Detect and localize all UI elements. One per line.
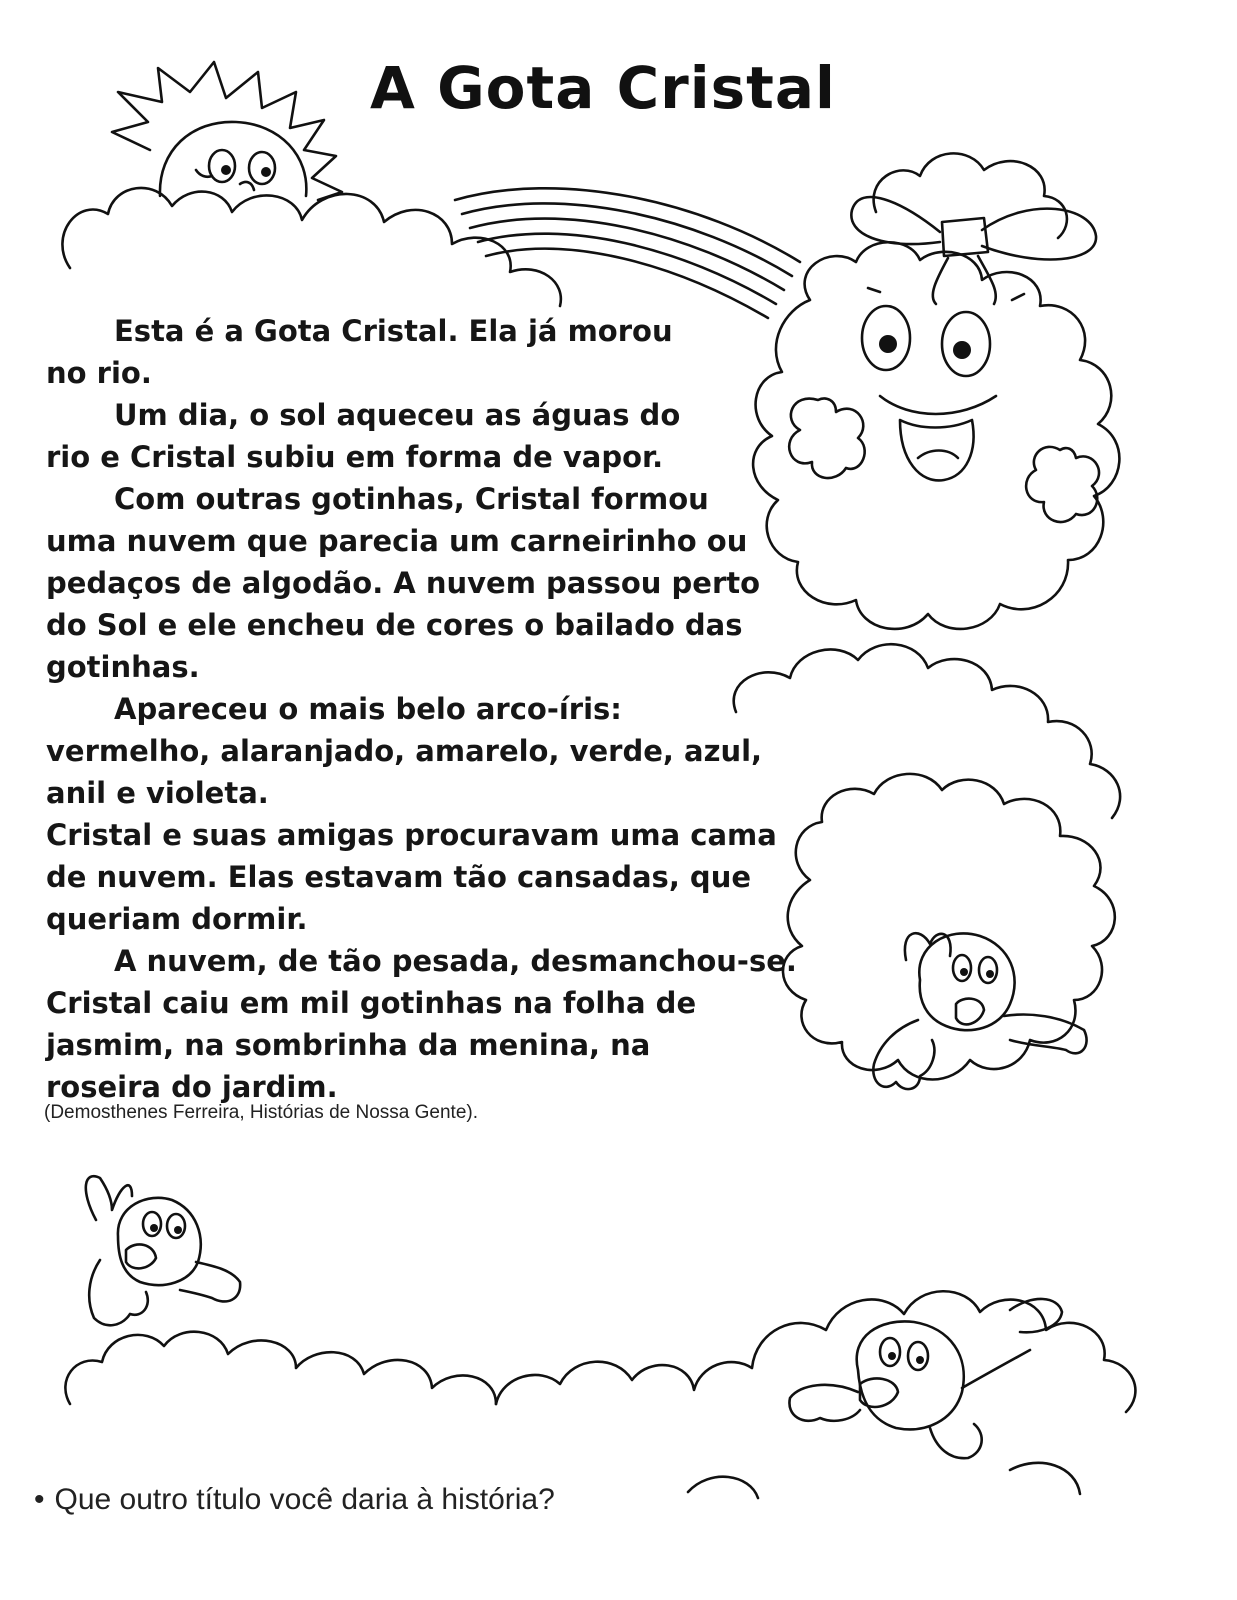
cristal-left-arm <box>789 399 864 479</box>
hair-puffs <box>874 153 1067 238</box>
sun-left-eye <box>209 150 235 182</box>
bow-left <box>851 197 940 244</box>
sun-right-eye <box>249 152 275 184</box>
story-line: anil e violeta. <box>46 776 269 810</box>
top-cloud <box>62 188 560 306</box>
story-line: no rio. <box>46 356 152 390</box>
middle-cloud-illustration <box>734 644 1120 1079</box>
story-line: Com outras gotinhas, Cristal formou <box>114 482 709 516</box>
story-text <box>46 310 797 1108</box>
bottom-cloud-illustration <box>65 1291 1135 1498</box>
story-line: pedaços de algodão. A nuvem passou perto <box>46 566 761 600</box>
story-line: do Sol e ele encheu de cores o bailado das <box>46 608 743 642</box>
cristal-cloud-character <box>753 153 1119 629</box>
story-line: Apareceu o mais belo arco-íris: <box>114 692 622 726</box>
story-line: queriam dormir. <box>46 902 308 936</box>
bullet-icon: • <box>34 1483 45 1516</box>
bow-right <box>982 209 1096 260</box>
story-line: jasmim, na sombrinha da menina, na <box>46 1028 651 1062</box>
story-line: uma nuvem que parecia um carneirinho ou <box>46 524 748 558</box>
sun-illustration <box>112 62 342 200</box>
story-line: gotinhas. <box>46 650 200 684</box>
story-line: Esta é a Gota Cristal. Ela já morou <box>114 314 673 348</box>
story-line: rio e Cristal subiu em forma de vapor. <box>46 440 664 474</box>
page-title: A Gota Cristal <box>370 54 836 122</box>
dove-bottom-left <box>86 1176 240 1325</box>
question-item <box>34 1480 555 1520</box>
story-line: Cristal e suas amigas procuravam uma cama <box>46 818 777 852</box>
cristal-body <box>753 242 1119 629</box>
story-line: de nuvem. Elas estavam tão cansadas, que <box>46 860 752 894</box>
bow-knot <box>942 218 988 256</box>
sun-rays <box>112 62 342 200</box>
story-line: vermelho, alaranjado, amarelo, verde, azul, <box>46 734 763 768</box>
story-line: Um dia, o sol aqueceu as águas do <box>114 398 681 432</box>
story-line: Cristal caiu em mil gotinhas na folha de <box>46 986 697 1020</box>
cristal-right-arm <box>1026 447 1099 522</box>
cristal-smile <box>880 396 996 414</box>
story-source-citation: (Demosthenes Ferreira, Histórias de Nossa Gente). <box>44 1102 478 1123</box>
question-text: Que outro título você daria à história? <box>54 1483 555 1516</box>
story-line: roseira do jardim. <box>46 1070 338 1104</box>
story-line: A nuvem, de tão pesada, desmanchou-se. <box>114 944 797 978</box>
